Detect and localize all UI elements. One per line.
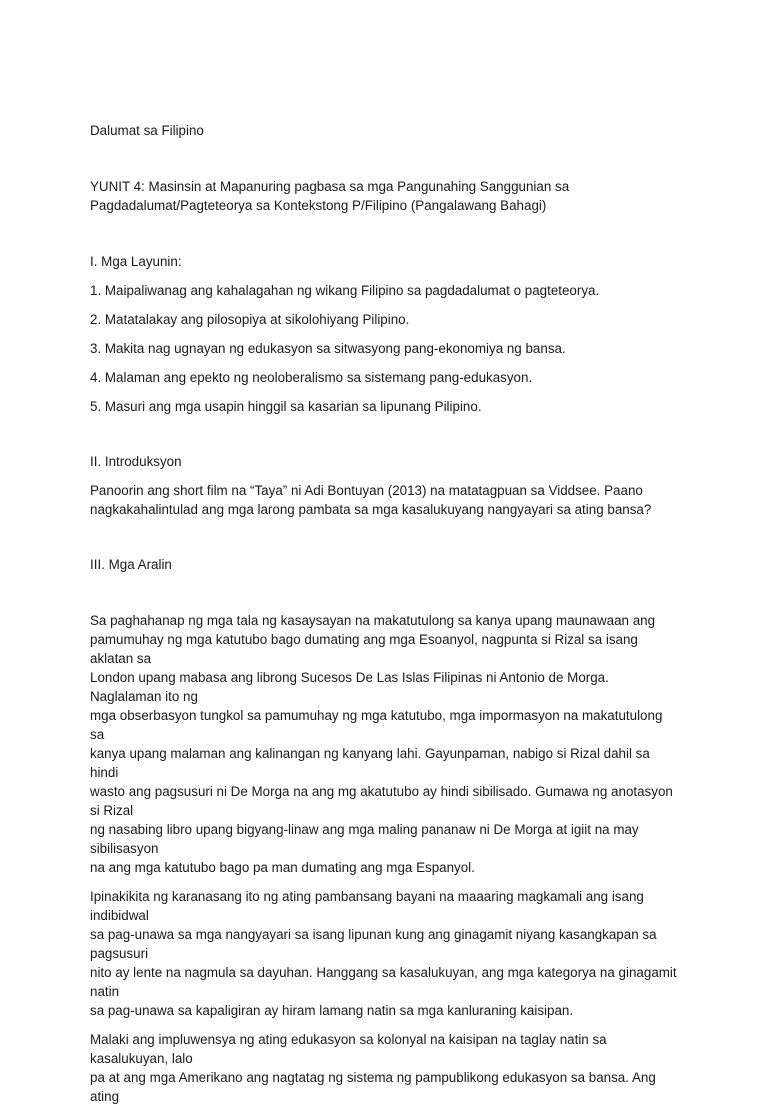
paragraph-line: sa pag-unawa sa kapaligiran ay hiram lamang natin sa mga kanluraning kaisipan.	[90, 1003, 574, 1018]
paragraph-line: London upang mabasa ang librong Sucesos De Las Islas Filipinas ni Antonio de Morga. Naglalaman ito ng	[90, 670, 609, 704]
document-page	[90, 121, 680, 1116]
paragraph-line: Panoorin ang short film na “Taya” ni Adi Bontuyan (2013) na matatagpuan sa Viddsee. Paano	[90, 483, 643, 498]
objective-item: 3. Makita nag ugnayan ng edukasyon sa sitwasyong pang-ekonomiya ng bansa.	[90, 341, 566, 356]
paragraph-line: sa pag-unawa sa mga nangyayari sa isang lipunan kung ang ginagamit niyang kasangkapan sa pagsusuri	[90, 927, 657, 961]
paragraph-line: Sa paghahanap ng mga tala ng kasaysayan na makatutulong sa kanya upang maunawaan ang	[90, 613, 656, 628]
objective-item: 4. Malaman ang epekto ng neoloberalismo sa sistemang pang-edukasyon.	[90, 370, 533, 385]
paragraph-line: Malaki ang impluwensya ng ating edukasyon sa kolonyal na kaisipan na taglay natin sa kasalukuyan, lalo	[90, 1032, 607, 1066]
lesson-paragraph-2	[90, 887, 680, 1020]
unit-heading-line-1: YUNIT 4: Masinsin at Mapanuring pagbasa sa mga Pangunahing Sanggunian sa	[90, 179, 570, 194]
paragraph-line: na ang mga katutubo bago pa man dumating ang mga Espanyol.	[90, 860, 475, 875]
unit-heading-line-2: Pagdadalumat/Pagteteorya sa Kontekstong P/Filipino (Pangalawang Bahagi)	[90, 198, 547, 213]
objective-item: 2. Matatalakay ang pilosopiya at sikolohiyang Pilipino.	[90, 312, 410, 327]
unit-heading	[90, 177, 680, 215]
document-title: Dalumat sa Filipino	[90, 123, 204, 138]
paragraph-line: mga obserbasyon tungkol sa pamumuhay ng mga katutubo, mga impormasyon na makatutulong sa	[90, 708, 663, 742]
objectives-heading: I. Mga Layunin:	[90, 254, 182, 269]
paragraph-line: pa at ang mga Amerikano ang nagtatag ng sistema ng pampublikong edukasyon sa bansa. Ang ating	[90, 1070, 656, 1104]
lessons-heading: III. Mga Aralin	[90, 557, 172, 572]
lesson-paragraph-3	[90, 1030, 680, 1106]
objective-item: 5. Masuri ang mga usapin hinggil sa kasarian sa lipunang Pilipino.	[90, 399, 482, 414]
paragraph-line: ng nasabing libro upang bigyang-linaw ang mga maling pananaw ni De Morga at igiit na may sibilisasyon	[90, 822, 639, 856]
paragraph-line: kanya upang malaman ang kalinangan ng kanyang lahi. Gayunpaman, nabigo si Rizal dahil sa hindi	[90, 746, 650, 780]
paragraph-line: Ipinakikita ng karanasang ito ng ating pambansang bayani na maaaring magkamali ang isang indibidwal	[90, 889, 644, 923]
introduction-heading: II. Introduksyon	[90, 454, 182, 469]
paragraph-line: nito ay lente na nagmula sa dayuhan. Hanggang sa kasalukuyan, ang mga kategorya na ginagamit natin	[90, 965, 677, 999]
paragraph-line: wasto ang pagsusuri ni De Morga na ang mg akatutubo ay hindi sibilisado. Gumawa ng anotasyon si Rizal	[90, 784, 673, 818]
paragraph-line: pamumuhay ng mga katutubo bago dumating ang mga Esoanyol, nagpunta si Rizal sa isang aklatan sa	[90, 632, 638, 666]
introduction-paragraph	[90, 481, 680, 519]
paragraph-line: nagkakahalintulad ang mga larong pambata sa mga kasalukuyang nangyayari sa ating bansa?	[90, 502, 652, 517]
lesson-paragraph-1	[90, 611, 680, 877]
objective-item: 1. Maipaliwanag ang kahalagahan ng wikang Filipino sa pagdadalumat o pagteteorya.	[90, 283, 600, 298]
